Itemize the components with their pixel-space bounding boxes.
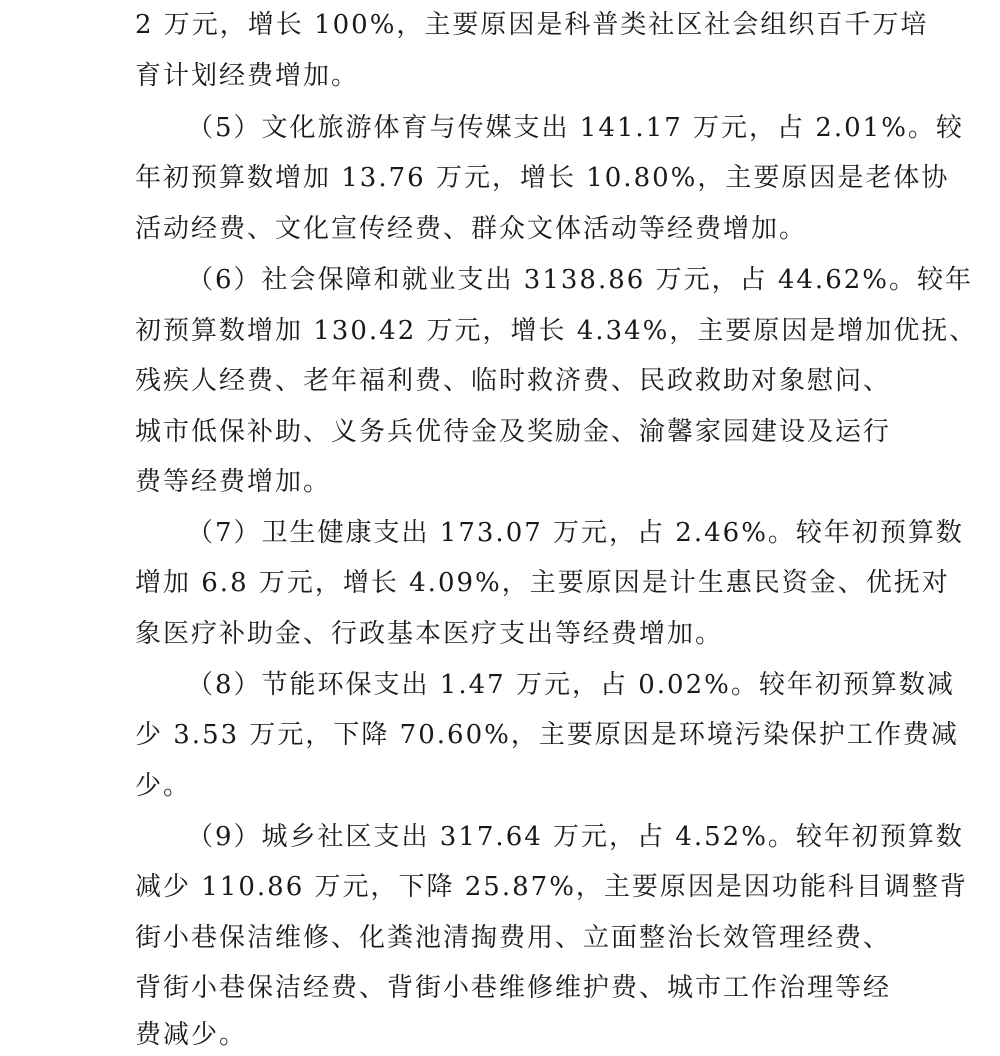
- text-line: 活动经费、文化宣传经费、群众文体活动等经费增加。: [135, 214, 808, 244]
- text-line: （5）文化旅游体育与传媒支出 141.17 万元，占 2.01%。较: [187, 113, 964, 143]
- text-line: （6）社会保障和就业支出 3138.86 万元，占 44.62%。较年: [187, 265, 973, 295]
- text-line: （7）卫生健康支出 173.07 万元，占 2.46%。较年初预算数: [187, 518, 964, 548]
- text-line: 2 万元，增长 100%，主要原因是科普类社区社会组织百千万培: [135, 10, 929, 40]
- text-line: （8）节能环保支出 1.47 万元，占 0.02%。较年初预算数减: [187, 670, 955, 700]
- text-line: 少。: [135, 771, 192, 801]
- text-line: 减少 110.86 万元，下降 25.87%，主要原因是因功能科目调整背: [135, 872, 968, 902]
- text-line: 象医疗补助金、行政基本医疗支出等经费增加。: [135, 619, 724, 649]
- text-line: 费等经费增加。: [135, 467, 332, 497]
- text-line: 初预算数增加 130.42 万元，增长 4.34%，主要原因是增加优抚、: [135, 316, 978, 346]
- text-line: 增加 6.8 万元，增长 4.09%，主要原因是计生惠民资金、优抚对: [135, 568, 950, 598]
- text-line: 年初预算数增加 13.76 万元，增长 10.80%，主要原因是老体协: [135, 163, 950, 193]
- text-line: 费减少。: [135, 1020, 248, 1050]
- text-line: 残疾人经费、老年福利费、临时救济费、民政救助对象慰问、: [135, 366, 892, 396]
- text-line: （9）城乡社区支出 317.64 万元，占 4.52%。较年初预算数: [187, 822, 964, 852]
- text-line: 背街小巷保洁经费、背街小巷维修维护费、城市工作治理等经: [135, 973, 892, 1003]
- text-line: 城市低保补助、义务兵优待金及奖励金、渝馨家园建设及运行: [135, 417, 892, 447]
- text-line: 少 3.53 万元，下降 70.60%，主要原因是环境污染保护工作费减: [135, 720, 959, 750]
- text-line: 育计划经费增加。: [135, 61, 360, 91]
- text-line: 街小巷保洁维修、化粪池清掏费用、立面整治长效管理经费、: [135, 923, 892, 953]
